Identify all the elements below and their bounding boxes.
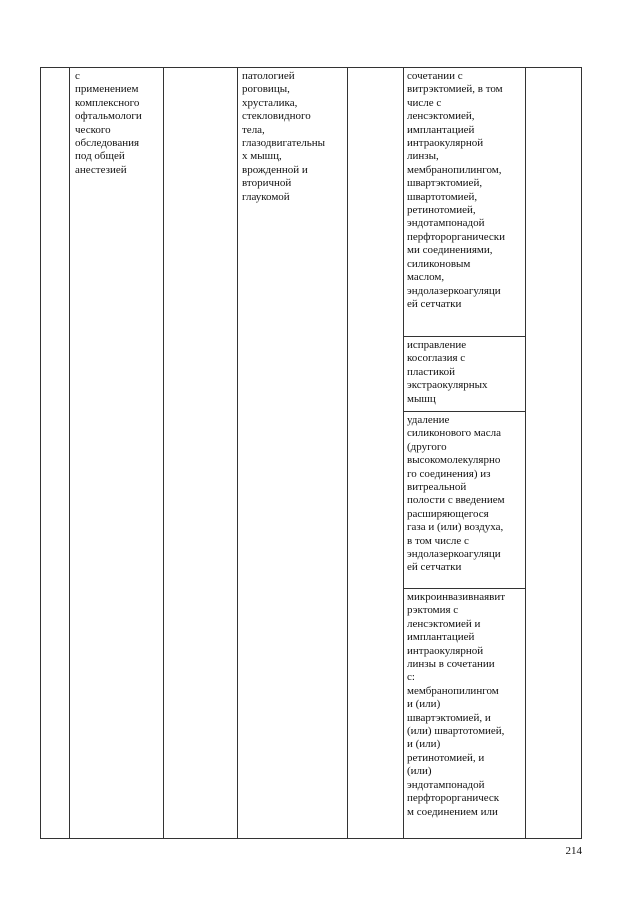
cell-pathology-text: патологией роговицы, хрусталика, стекловидного тела, глазодвигательны х мышц, врожденной и вторичной глаукомой [242, 70, 326, 203]
cell-separator [403, 336, 525, 337]
col-divider [40, 67, 41, 839]
cell-treatment-text: удаление силиконового масла (другого высокомолекулярно го соединения) из витреальной полости с введением расширяющегося газа и (или) воздуха, в том числе с эндолазеркоагуляци ей сетчатки [407, 414, 505, 574]
col-divider [347, 67, 348, 839]
col-divider [403, 67, 404, 839]
cell-treatment-text: исправление косоглазия с пластикой экстраокулярных мышц [407, 339, 488, 405]
table-top-border [40, 67, 582, 68]
col-divider [581, 67, 582, 839]
col-divider [237, 67, 238, 839]
cell-treatment-text: микроинвазивнаявит рэктомия с ленсэктомией и имплантацией интраокулярной линзы в сочетании с: мембранопилингом и (или) швартэктомией, и (или) швартотомией, и (или) ретинотомией, и (или) эндотампонадой перфторорганическ м соединением или [407, 591, 506, 818]
page-number: 214 [565, 845, 582, 857]
table-bottom-border [40, 838, 582, 839]
col-divider [163, 67, 164, 839]
col-divider [525, 67, 526, 839]
cell-treatment-text: сочетании с витрэктомией, в том числе с ленсэктомией, имплантацией интраокулярной линзы, мембранопилингом, швартэктомией, швартотомией, ретинотомией, эндотампонадой перфторорганически ми соединениями, силиконовым маслом, эндолазеркоагуляци ей сетчатки [407, 70, 506, 310]
cell-separator [403, 588, 525, 589]
cell-separator [403, 411, 525, 412]
col-divider [69, 67, 70, 839]
cell-method-text: с применением комплексного офтальмологи ческого обследования под общей анестезией [75, 70, 142, 176]
